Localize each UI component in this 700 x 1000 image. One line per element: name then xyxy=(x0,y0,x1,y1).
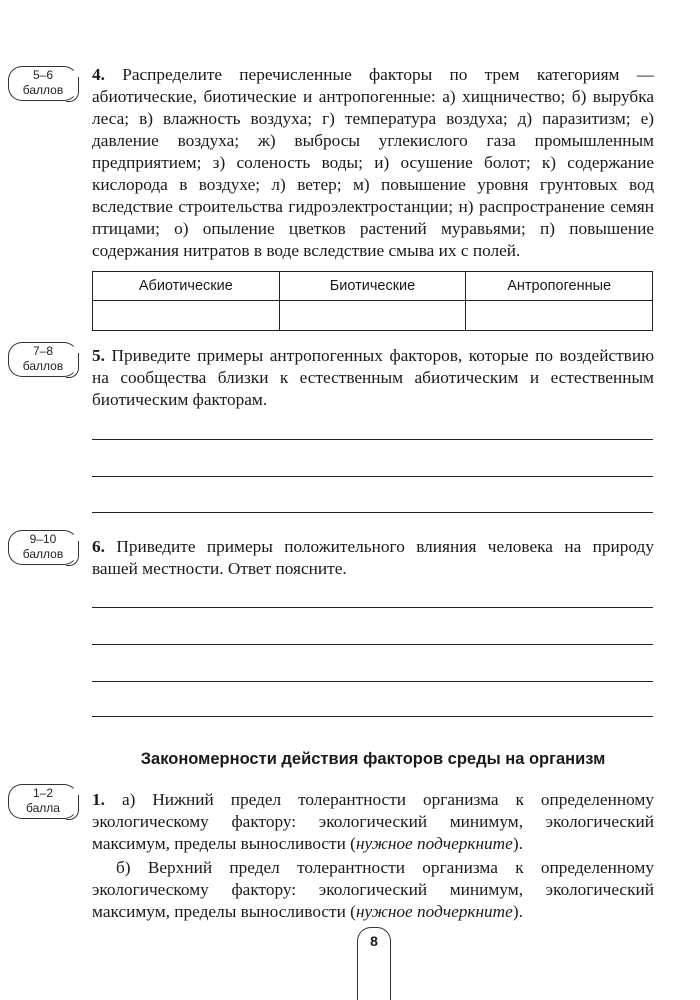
score-range: 5–6 xyxy=(32,68,54,82)
score-badge-task1 xyxy=(8,784,78,819)
answer-line[interactable] xyxy=(92,607,653,608)
answer-line[interactable] xyxy=(92,476,653,477)
instruction-hint: нужное подчеркните xyxy=(355,834,513,853)
table-header-biotic: Биотические xyxy=(279,272,466,301)
score-range: 7–8 xyxy=(32,344,54,358)
task-6 xyxy=(92,536,654,580)
closing-text: ). xyxy=(512,834,523,853)
page-number: 8 xyxy=(357,927,391,1000)
score-unit: баллов xyxy=(22,83,64,97)
instruction-hint: нужное подчеркните xyxy=(355,902,513,921)
task-text: Приведите примеры антропогенных факторов, которые по воздействию на сообщества близки к естественным абиотическим и естественным биотическим факторам. xyxy=(92,346,655,409)
score-badge-task6 xyxy=(8,530,78,565)
answer-cell-abiotic[interactable] xyxy=(93,301,280,331)
task-1-part-b xyxy=(92,857,654,923)
part-a-text: а) Нижний предел толерантности организма к определенному экологическому фактору: экологический минимум, экологический максимум, пределы выносливости ( xyxy=(92,790,654,853)
score-badge-task5 xyxy=(8,342,78,377)
categories-table xyxy=(92,271,653,331)
task-4 xyxy=(92,64,654,262)
score-unit: баллов xyxy=(22,359,64,373)
table-header-anthropogenic: Антропогенные xyxy=(466,272,653,301)
answer-cell-biotic[interactable] xyxy=(279,301,466,331)
answer-line[interactable] xyxy=(92,439,653,440)
score-range: 1–2 xyxy=(32,786,54,800)
closing-text: ). xyxy=(512,902,523,921)
task-text: Распределите перечисленные факторы по трем категориям — абиотические, биотические и антропогенные: а) хищничество; б) вырубка леса; в) влажность воздуха; г) температура воздуха; д) паразитизм; е) давление воздуха; ж) выбросы углекислого газа промышленным предприятием; з) соленость воды; и) осушение болот; к) содержание кислорода в воздухе; л) ветер; м) повышение уровня грунтовых вод вследствие строительства гидроэлектростанции; н) распространение семян птицами; о) опыление цветков растений муравьями; п) повышение содержания нитратов в воде вследствие смыва их с полей. xyxy=(92,65,654,260)
answer-line[interactable] xyxy=(92,681,653,682)
section-heading: Закономерности действия факторов среды на организм xyxy=(140,750,606,768)
score-badge-task4 xyxy=(8,66,78,101)
table-header-abiotic: Абиотические xyxy=(93,272,280,301)
task-text: Приведите примеры положительного влияния человека на природу вашей местности. Ответ поясните. xyxy=(92,537,654,578)
answer-line[interactable] xyxy=(92,512,653,513)
score-unit: баллов xyxy=(22,547,64,561)
part-b-text: б) Верхний предел толерантности организма к определенному экологическому фактору: экологический минимум, экологический максимум, пределы выносливости ( xyxy=(92,858,654,921)
task-1 xyxy=(92,789,654,923)
task-5 xyxy=(92,345,654,411)
task-1-part-a xyxy=(92,789,654,855)
score-unit: балла xyxy=(26,801,60,815)
answer-cell-anthropogenic[interactable] xyxy=(466,301,653,331)
answer-line[interactable] xyxy=(92,644,653,645)
task-number: 4. xyxy=(92,65,105,84)
score-range: 9–10 xyxy=(29,532,57,546)
answer-line[interactable] xyxy=(92,716,653,717)
task-number: 5. xyxy=(92,346,105,365)
task-number: 1. xyxy=(92,790,105,809)
task-number: 6. xyxy=(92,537,105,556)
